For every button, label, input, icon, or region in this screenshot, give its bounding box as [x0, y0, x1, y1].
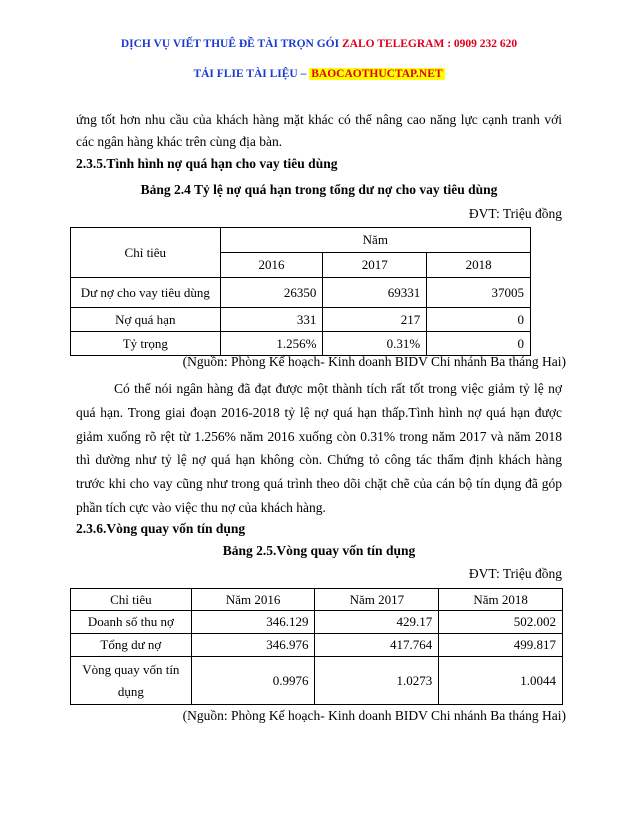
table-cell: 0.9976 [191, 657, 315, 705]
row-label: Nợ quá hạn [71, 308, 221, 332]
table-cell: 346.976 [191, 634, 315, 657]
table-cell: 1.256% [220, 332, 323, 356]
col-header: Chỉ tiêu [71, 589, 192, 611]
table-cell: 331 [220, 308, 323, 332]
table-cell: 502.002 [439, 611, 563, 634]
intro-paragraph: ứng tốt hơn nhu cầu của khách hàng mặt khác có thể nâng cao năng lực cạnh tranh với các ngân hàng khác trên cùng địa bàn. [76, 112, 562, 149]
row-label: Vòng quay vốn tín dụng [71, 657, 192, 705]
header-download-text: TẢI FLIE TÀI LIỆU – [193, 68, 310, 80]
table-caption-2-4: Bảng 2.4 Tỷ lệ nợ quá hạn trong tổng dư nợ cho vay tiêu dùng [140, 182, 498, 197]
table-row [71, 657, 563, 705]
table-row [71, 278, 531, 308]
row-label: Tổng dư nợ [71, 634, 192, 657]
table-cell: 0.31% [323, 332, 427, 356]
table-cell: 346.129 [191, 611, 315, 634]
table-cell: 217 [323, 308, 427, 332]
col-header: Năm 2018 [439, 589, 563, 611]
year-header: 2016 [220, 253, 323, 278]
year-header: 2017 [323, 253, 427, 278]
table-row [71, 332, 531, 356]
unit-label-2: ĐVT: Triệu đồng [468, 566, 562, 581]
header-site-link[interactable]: BAOCAOTHUCTAP.NET [311, 68, 443, 80]
table-row [71, 611, 563, 634]
header-contact-text: ZALO TELEGRAM : 0909 232 620 [341, 38, 518, 50]
unit-label-1: ĐVT: Triệu đồng [468, 206, 562, 221]
analysis-paragraph: Có thể nói ngân hàng đã đạt được một thành tích rất tốt trong việc giảm tỷ lệ nợ quá hạn. Trong giai đoạn 2016-2018 tỷ lệ nợ quá hạn thấp.Tình hình nợ quá hạn được giảm xuống rõ rệt từ 1.256% năm 2016 xuống còn 0.31% trong năm 2017 và năm 2018 thì dường như tỷ lệ nợ quá hạn không còn. Chứng tỏ công tác thẩm định khách hàng trước khi cho vay cũng như trong quá trình theo dõi chặt chẽ của cán bộ tín dụng đã góp phần tích cực vào việc thu nợ của khách hàng. [76, 381, 562, 515]
col-header: Năm 2017 [315, 589, 439, 611]
header-line-1 [0, 38, 638, 50]
col-header-indicator: Chỉ tiêu [71, 228, 221, 278]
table-cell: 26350 [220, 278, 323, 308]
table-header-row [71, 589, 563, 611]
table-row [71, 308, 531, 332]
table-cell: 1.0044 [439, 657, 563, 705]
table-cell: 69331 [323, 278, 427, 308]
table-cell: 429.17 [315, 611, 439, 634]
table-header-row [71, 228, 531, 253]
table-cell: 0 [427, 332, 531, 356]
row-label: Doanh số thu nợ [71, 611, 192, 634]
col-header: Năm 2016 [191, 589, 315, 611]
table-cell: 499.817 [439, 634, 563, 657]
section-heading-overdue-debt: 2.3.5.Tình hình nợ quá hạn cho vay tiêu dùng [76, 156, 338, 171]
header-line-2 [0, 68, 638, 80]
section-heading-credit-turnover: 2.3.6.Vòng quay vốn tín dụng [76, 521, 246, 536]
table-cell: 37005 [427, 278, 531, 308]
table-row [71, 634, 563, 657]
credit-turnover-table [70, 588, 563, 705]
table-cell: 1.0273 [315, 657, 439, 705]
table-cell: 0 [427, 308, 531, 332]
table-source-1: (Nguồn: Phòng Kế hoạch- Kinh doanh BIDV Chi nhánh Ba tháng Hai) [182, 354, 566, 369]
overdue-debt-table [70, 227, 531, 356]
col-header-year-group: Năm [220, 228, 530, 253]
table-source-2: (Nguồn: Phòng Kế hoạch- Kinh doanh BIDV Chi nhánh Ba tháng Hai) [182, 708, 566, 723]
header-service-text: DỊCH VỤ VIẾT THUÊ ĐỀ TÀI TRỌN GÓI [120, 38, 342, 50]
table-cell: 417.764 [315, 634, 439, 657]
row-label: Tỷ trọng [71, 332, 221, 356]
row-label: Dư nợ cho vay tiêu dùng [71, 278, 221, 308]
year-header: 2018 [427, 253, 531, 278]
table-caption-2-5: Bảng 2.5.Vòng quay vốn tín dụng [222, 543, 416, 558]
